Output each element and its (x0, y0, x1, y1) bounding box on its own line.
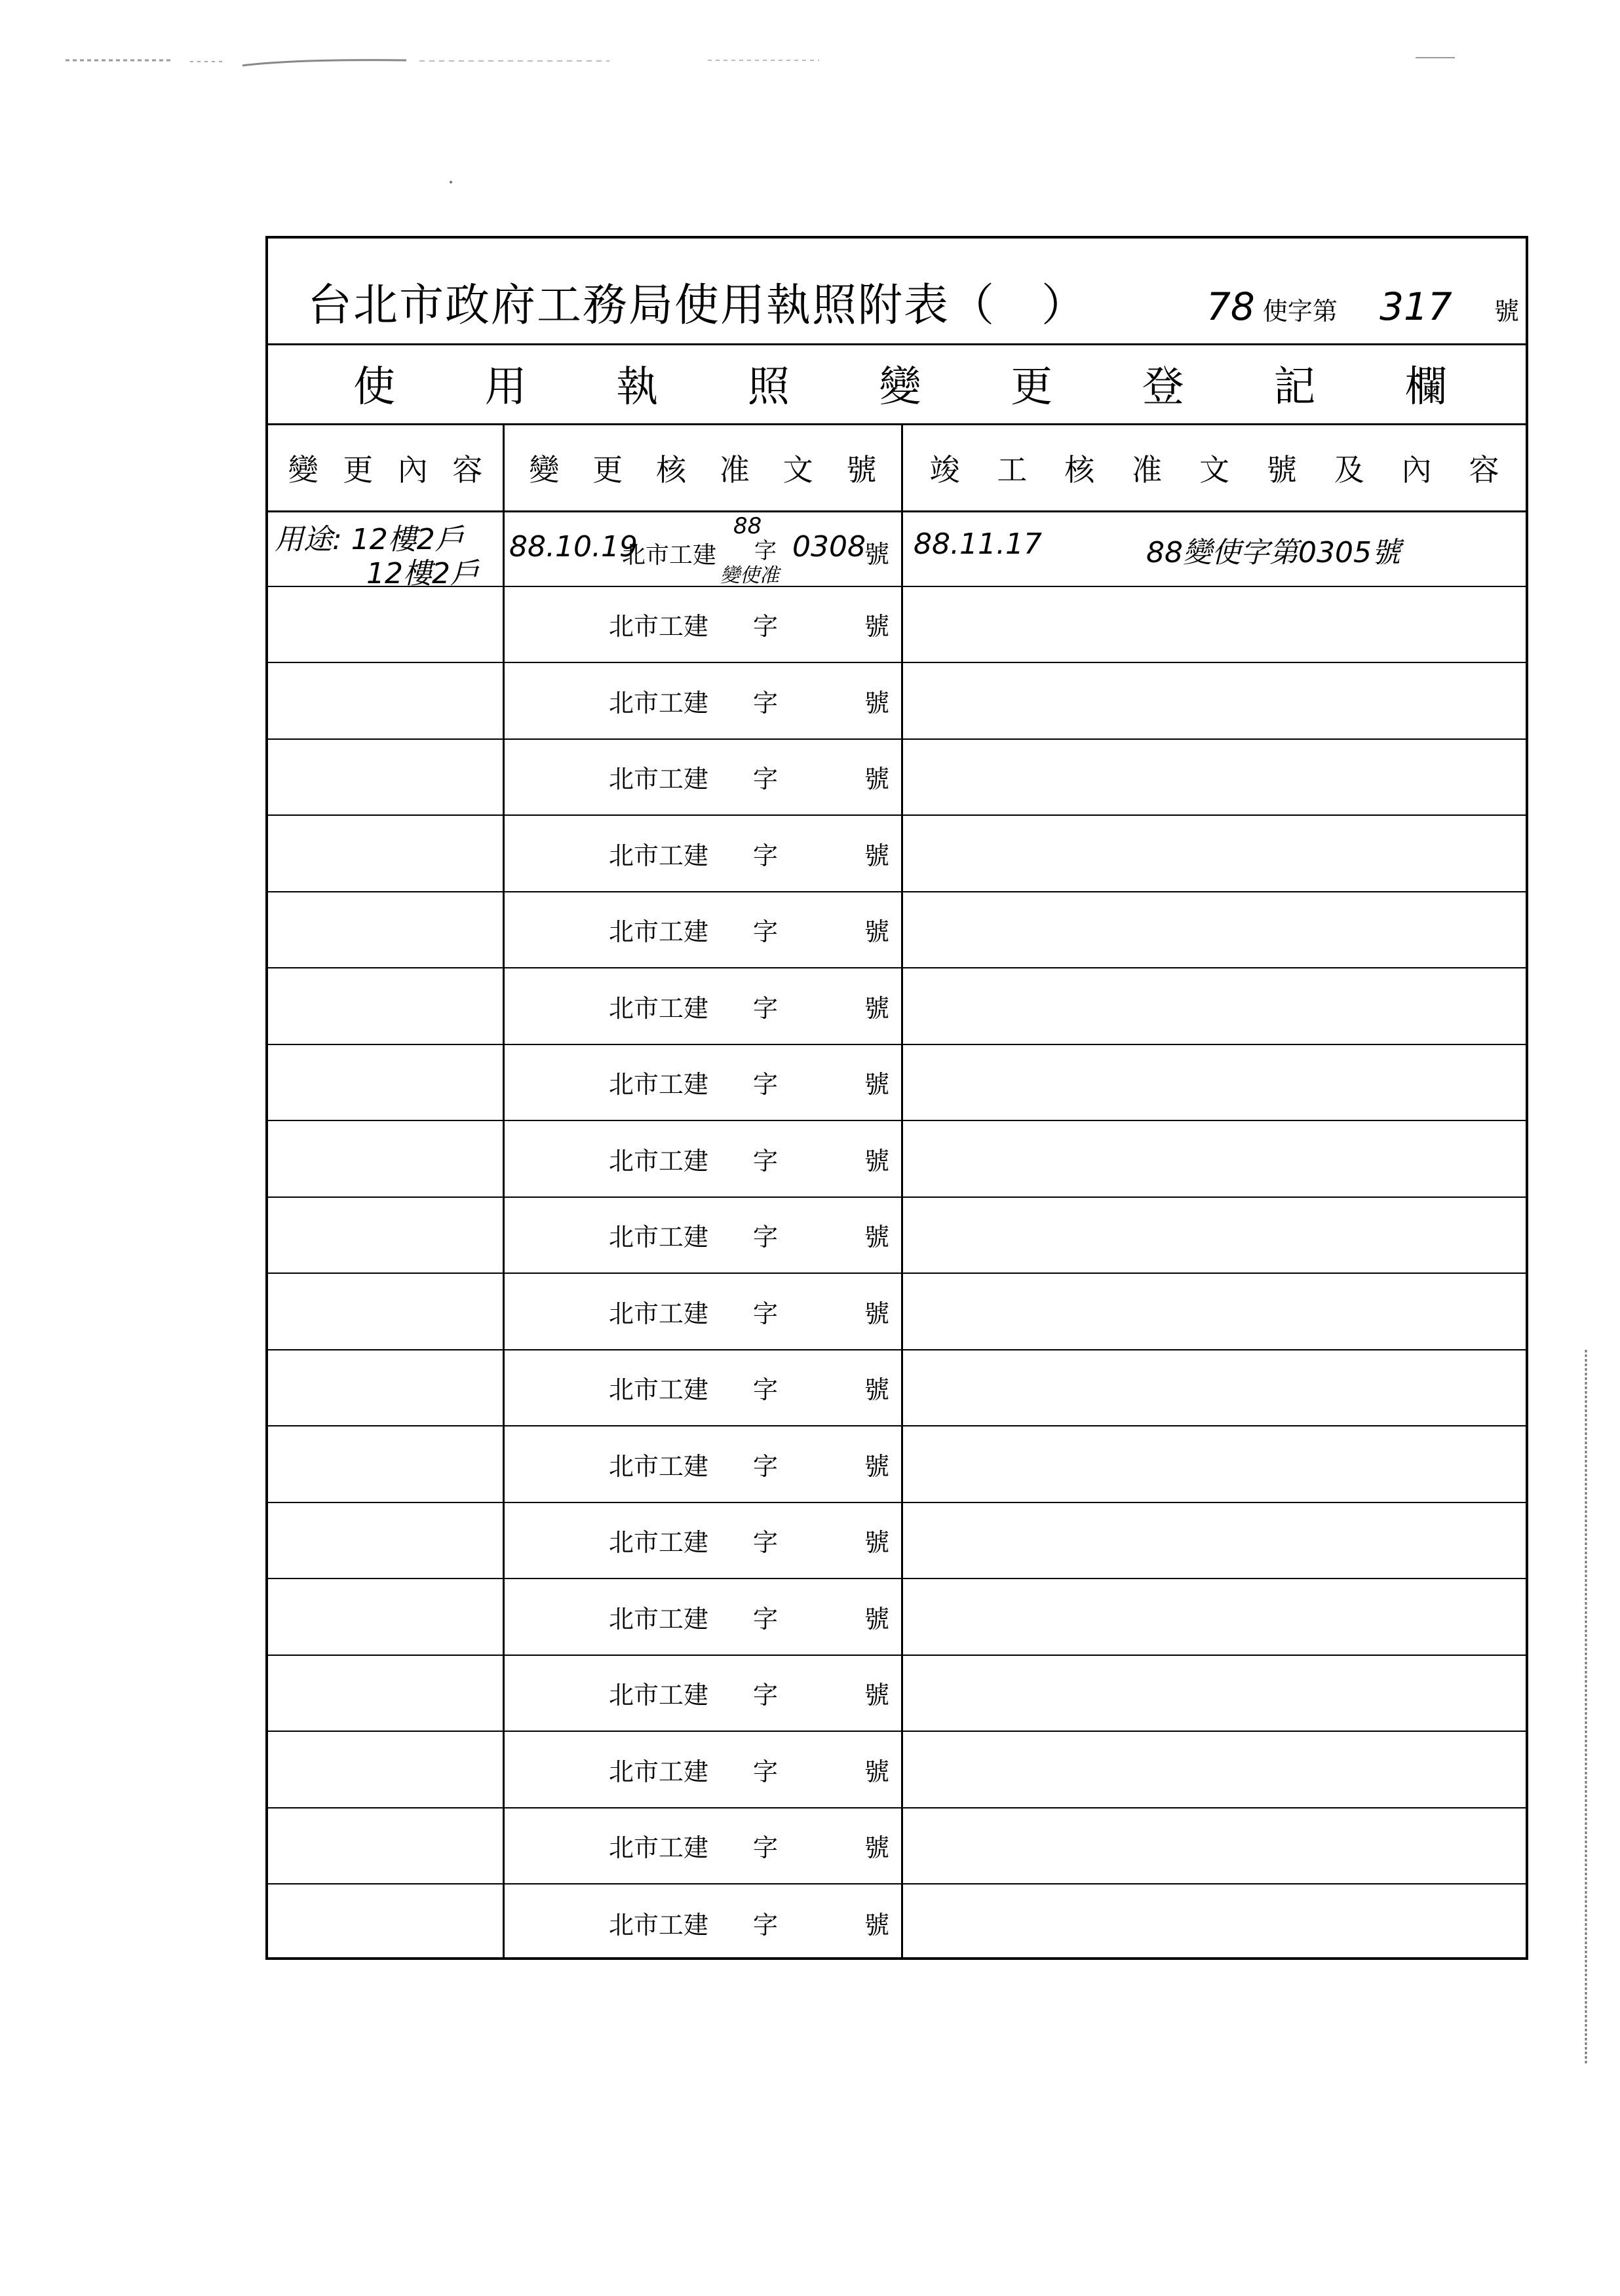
approval-zi: 字 (753, 841, 779, 870)
approval-org: 北市工建 (609, 1833, 709, 1863)
approval-zi: 字 (753, 1146, 779, 1176)
table-row (268, 892, 1526, 969)
header-char: 容 (1469, 452, 1499, 488)
approval-hao: 號 (864, 1223, 890, 1252)
approval-zi: 字 (753, 1375, 779, 1405)
approval-hao: 號 (864, 1910, 890, 1940)
permit-word: 使字第 (1262, 297, 1338, 326)
approval-code-bottom: 變使准 (720, 564, 779, 587)
approval-hao: 號 (864, 1757, 890, 1786)
approval-org: 北市工建 (609, 1223, 709, 1252)
header-char: 內 (1401, 452, 1432, 488)
approval-org: 北市工建 (609, 612, 709, 641)
approval-zi: 字 (753, 1681, 779, 1710)
approval-org: 北市工建 (609, 1299, 709, 1328)
approval-org: 北市工建 (609, 688, 709, 718)
section-title-char: 執 (616, 363, 659, 411)
approval-hao: 號 (864, 1375, 890, 1405)
column-header-row (268, 425, 1526, 512)
section-title-char: 欄 (1405, 363, 1447, 411)
approval-hao: 號 (864, 765, 890, 794)
change-content-line1: 用途: 12樓2戶 (275, 523, 464, 556)
approval-org: 北市工建 (609, 993, 709, 1023)
registration-rows (268, 510, 1526, 1961)
approval-hao: 號 (864, 540, 890, 569)
header-char: 更 (592, 452, 623, 488)
approval-zi: 字 (753, 765, 779, 794)
permit-number-field (1206, 284, 1519, 329)
header-char: 文 (1199, 452, 1229, 488)
completion-date: 88.11.17 (914, 527, 1042, 561)
table-row (268, 740, 1526, 816)
header-char: 號 (846, 452, 877, 488)
header-char: 容 (452, 452, 483, 488)
approval-hao: 號 (864, 1528, 890, 1558)
approval-hao: 號 (864, 1833, 890, 1863)
header-change-content (268, 425, 503, 510)
table-row (268, 587, 1526, 664)
approval-number: 0308 (792, 530, 866, 564)
approval-org: 北市工建 (609, 765, 709, 794)
approval-hao: 號 (864, 1604, 890, 1634)
header-char: 文 (782, 452, 813, 488)
approval-zi: 字 (753, 993, 779, 1023)
approval-hao: 號 (864, 993, 890, 1023)
approval-org: 北市工建 (609, 1604, 709, 1634)
form-title: 台北市政府工務局使用執照附表（ ） (307, 280, 1088, 332)
table-row (268, 1198, 1526, 1274)
approval-zi: 字 (753, 1070, 779, 1100)
header-char: 內 (397, 452, 428, 488)
title-row (268, 239, 1526, 345)
table-row (268, 663, 1526, 740)
approval-hao: 號 (864, 1681, 890, 1710)
approval-zi: 字 (753, 1833, 779, 1863)
section-title-char: 更 (1011, 363, 1053, 411)
table-row (268, 1808, 1526, 1885)
header-char: 准 (1132, 452, 1163, 488)
section-title-char: 變 (879, 363, 921, 411)
section-title-char: 記 (1273, 363, 1316, 411)
approval-hao: 號 (864, 1451, 890, 1481)
approval-org: 北市工建 (609, 917, 709, 947)
approval-hao: 號 (864, 612, 890, 641)
table-row (268, 1121, 1526, 1198)
approval-zi: 字 (753, 1528, 779, 1558)
table-row (268, 1579, 1526, 1656)
section-title-char: 照 (747, 363, 790, 411)
approval-org: 北市工建 (609, 1757, 709, 1786)
header-char: 及 (1334, 452, 1364, 488)
approval-zi: 字 (753, 1223, 779, 1252)
section-title (268, 343, 1526, 425)
permit-suffix: 號 (1494, 297, 1519, 326)
table-row (268, 1885, 1526, 1961)
permit-year: 78 (1206, 284, 1255, 329)
approval-zi: 字 (753, 1604, 779, 1634)
header-char: 准 (719, 452, 750, 488)
table-row (268, 510, 1526, 590)
permit-number: 317 (1379, 284, 1452, 329)
column-divider-2 (901, 425, 903, 1957)
approval-org: 北市工建 (609, 1681, 709, 1710)
header-char: 竣 (929, 452, 960, 488)
approval-org: 北市工建 (609, 1070, 709, 1100)
approval-hao: 號 (864, 1070, 890, 1100)
header-char: 號 (1266, 452, 1297, 488)
change-content-line2: 12樓2戶 (366, 557, 479, 590)
section-title-char: 用 (484, 363, 527, 411)
approval-hao: 號 (864, 688, 890, 718)
approval-zi: 字 (753, 917, 779, 947)
section-title-char: 使 (353, 363, 395, 411)
table-row (268, 1350, 1526, 1427)
column-divider-1 (503, 425, 505, 1957)
approval-zi: 字 (753, 1451, 779, 1481)
header-char: 核 (1064, 452, 1095, 488)
approval-hao: 號 (864, 917, 890, 947)
table-row (268, 1426, 1526, 1503)
table-row (268, 1274, 1526, 1350)
approval-zi: 字 (753, 1299, 779, 1328)
approval-zi: 字 (753, 612, 779, 641)
table-row (268, 1732, 1526, 1808)
approval-zi: 字 (753, 688, 779, 718)
approval-org: 北市工建 (609, 1451, 709, 1481)
header-char: 工 (997, 452, 1028, 488)
approval-zi: 字 (753, 1757, 779, 1786)
approval-zi: 字 (753, 1910, 779, 1940)
section-title-char: 登 (1142, 363, 1184, 411)
approval-hao: 號 (864, 841, 890, 870)
header-char: 更 (343, 452, 374, 488)
table-row (268, 1045, 1526, 1122)
approval-zi: 字 (754, 538, 777, 564)
approval-org: 北市工建 (622, 542, 717, 569)
approval-org: 北市工建 (609, 1528, 709, 1558)
approval-hao: 號 (864, 1146, 890, 1176)
header-approval-number (505, 425, 901, 510)
header-char: 核 (656, 452, 687, 488)
approval-org: 北市工建 (609, 841, 709, 870)
permit-attachment-form (265, 236, 1528, 1960)
approval-date: 88.10.19 (509, 530, 638, 564)
header-char: 變 (288, 452, 318, 488)
header-char: 變 (529, 452, 560, 488)
approval-org: 北市工建 (609, 1146, 709, 1176)
table-row (268, 1503, 1526, 1580)
approval-org: 北市工建 (609, 1375, 709, 1405)
approval-org: 北市工建 (609, 1910, 709, 1940)
completion-text: 88變使字第0305號 (1146, 536, 1400, 569)
approval-code-top: 88 (733, 513, 762, 539)
header-completion (903, 425, 1526, 510)
table-row (268, 968, 1526, 1045)
table-row (268, 1656, 1526, 1732)
table-row (268, 816, 1526, 892)
approval-hao: 號 (864, 1299, 890, 1328)
